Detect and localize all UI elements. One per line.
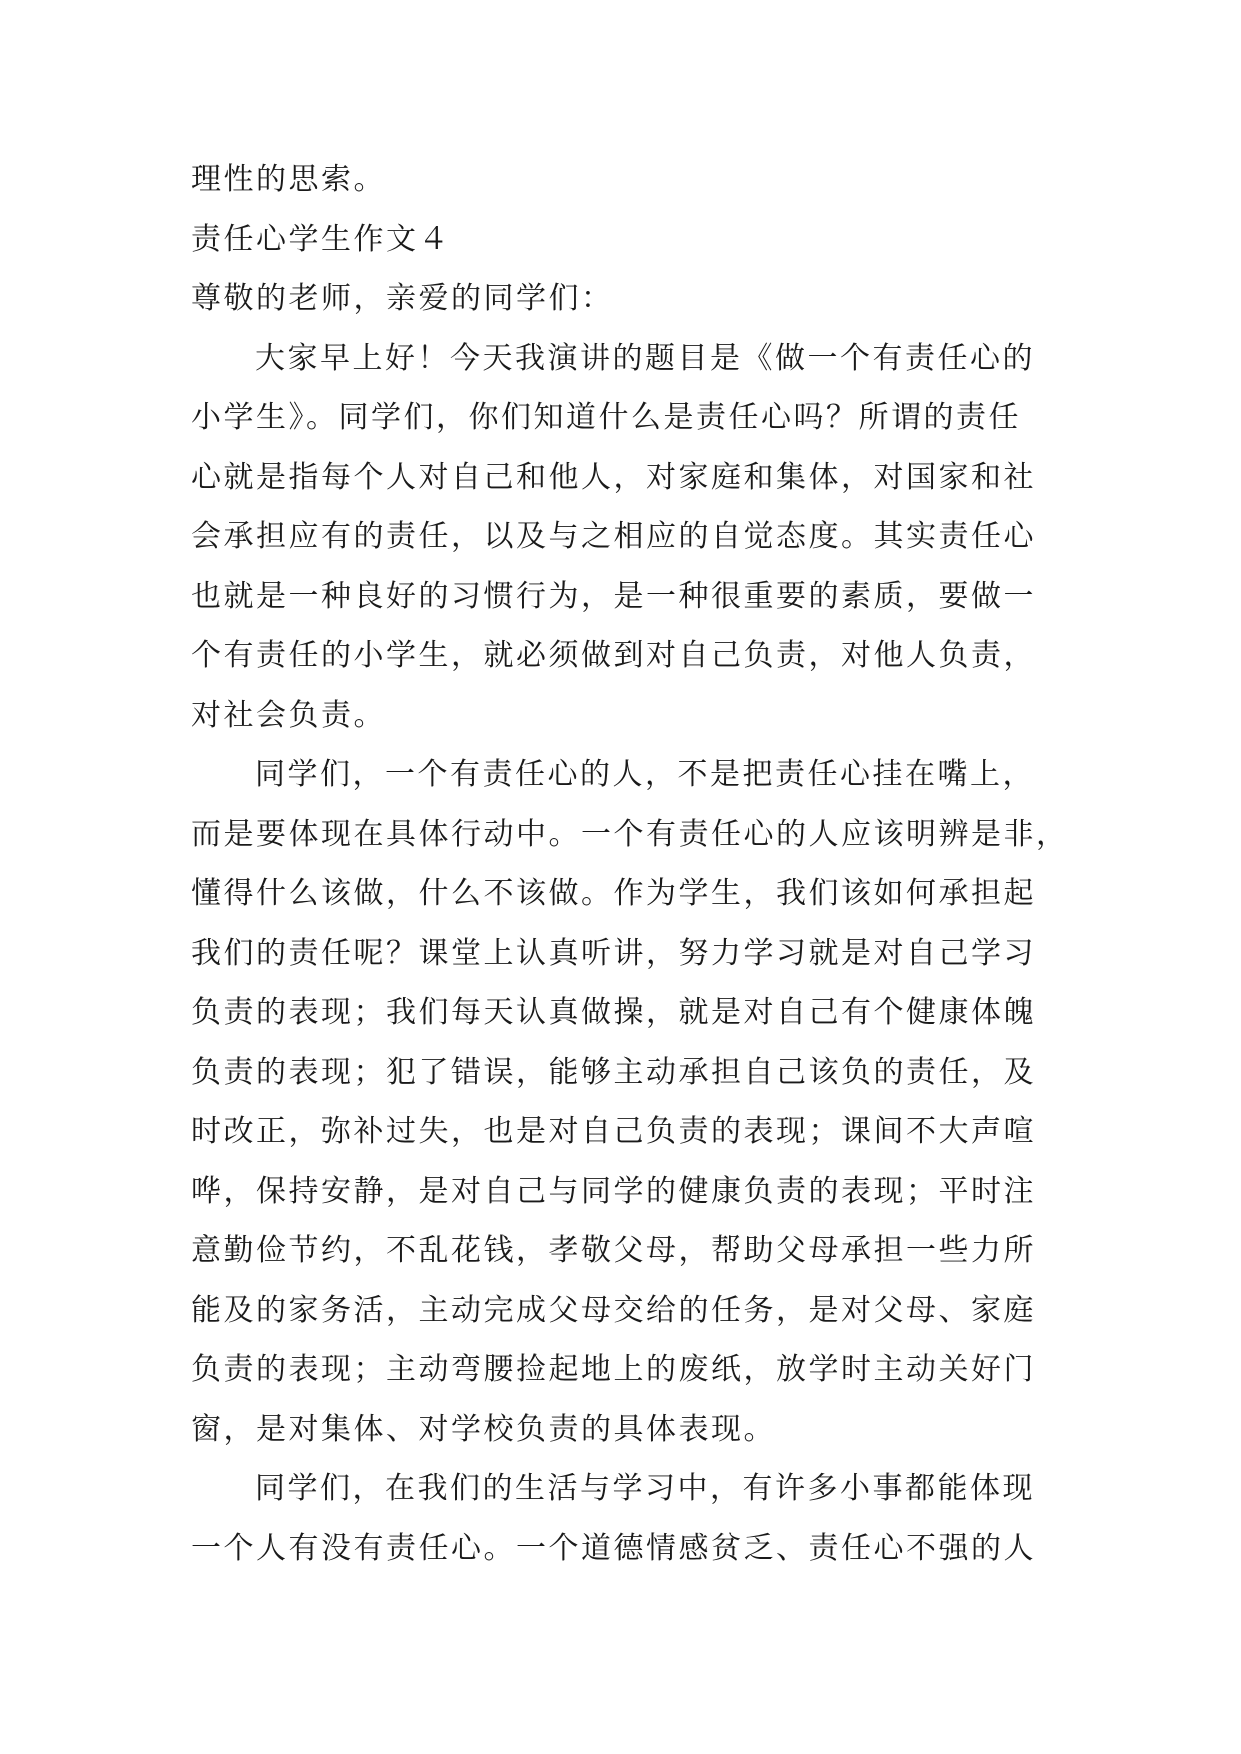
document-page bbox=[191, 150, 1071, 1578]
paragraph-line: 懂得什么该做，什么不该做。作为学生，我们该如何承担起 bbox=[191, 876, 1036, 911]
paragraph-line: 会承担应有的责任，以及与之相应的自觉态度。其实责任心 bbox=[191, 519, 1036, 554]
paragraph-line: 一个人有没有责任心。一个道德情感贫乏、责任心不强的人 bbox=[191, 1530, 1036, 1566]
essay-title: 责任心学生作文４ bbox=[191, 221, 451, 257]
salutation: 尊敬的老师，亲爱的同学们： bbox=[191, 281, 614, 316]
paragraph-line: 同学们，一个有责任心的人，不是把责任心挂在嘴上， bbox=[255, 757, 1035, 792]
paragraph-line: 时改正，弥补过失，也是对自己负责的表现；课间不大声喧 bbox=[191, 1114, 1036, 1149]
paragraph-line: 同学们，在我们的生活与学习中，有许多小事都能体现 bbox=[255, 1471, 1035, 1506]
paragraph-line: 负责的表现；我们每天认真做操，就是对自己有个健康体魄 bbox=[191, 995, 1036, 1030]
paragraph-line: 对社会负责。 bbox=[191, 697, 386, 733]
paragraph-line: 大家早上好！今天我演讲的题目是《做一个有责任心的 bbox=[255, 340, 1035, 376]
paragraph-line: 也就是一种良好的习惯行为，是一种很重要的素质，要做一 bbox=[191, 578, 1036, 614]
paragraph-line: 哗，保持安静，是对自己与同学的健康负责的表现；平时注 bbox=[191, 1173, 1036, 1209]
paragraph-line: 小学生》。同学们，你们知道什么是责任心吗？所谓的责任 bbox=[191, 400, 1021, 435]
text-line: 理性的思索。 bbox=[191, 162, 386, 197]
paragraph-line: 意勤俭节约，不乱花钱，孝敬父母，帮助父母承担一些力所 bbox=[191, 1233, 1036, 1268]
paragraph-line: 我们的责任呢？课堂上认真听讲，努力学习就是对自己学习 bbox=[191, 935, 1036, 971]
paragraph-line: 负责的表现；犯了错误，能够主动承担自己该负的责任，及 bbox=[191, 1054, 1036, 1090]
paragraph-line: 负责的表现；主动弯腰捡起地上的废纸，放学时主动关好门 bbox=[191, 1352, 1036, 1387]
paragraph-line: 能及的家务活，主动完成父母交给的任务，是对父母、家庭 bbox=[191, 1292, 1036, 1328]
paragraph-line: 个有责任的小学生，就必须做到对自己负责，对他人负责， bbox=[191, 638, 1036, 673]
paragraph-line: 而是要体现在具体行动中。一个有责任心的人应该明辨是非， bbox=[191, 816, 1069, 852]
paragraph-line: 窗，是对集体、对学校负责的具体表现。 bbox=[191, 1411, 776, 1447]
paragraph-line: 心就是指每个人对自己和他人，对家庭和集体，对国家和社 bbox=[191, 459, 1036, 495]
